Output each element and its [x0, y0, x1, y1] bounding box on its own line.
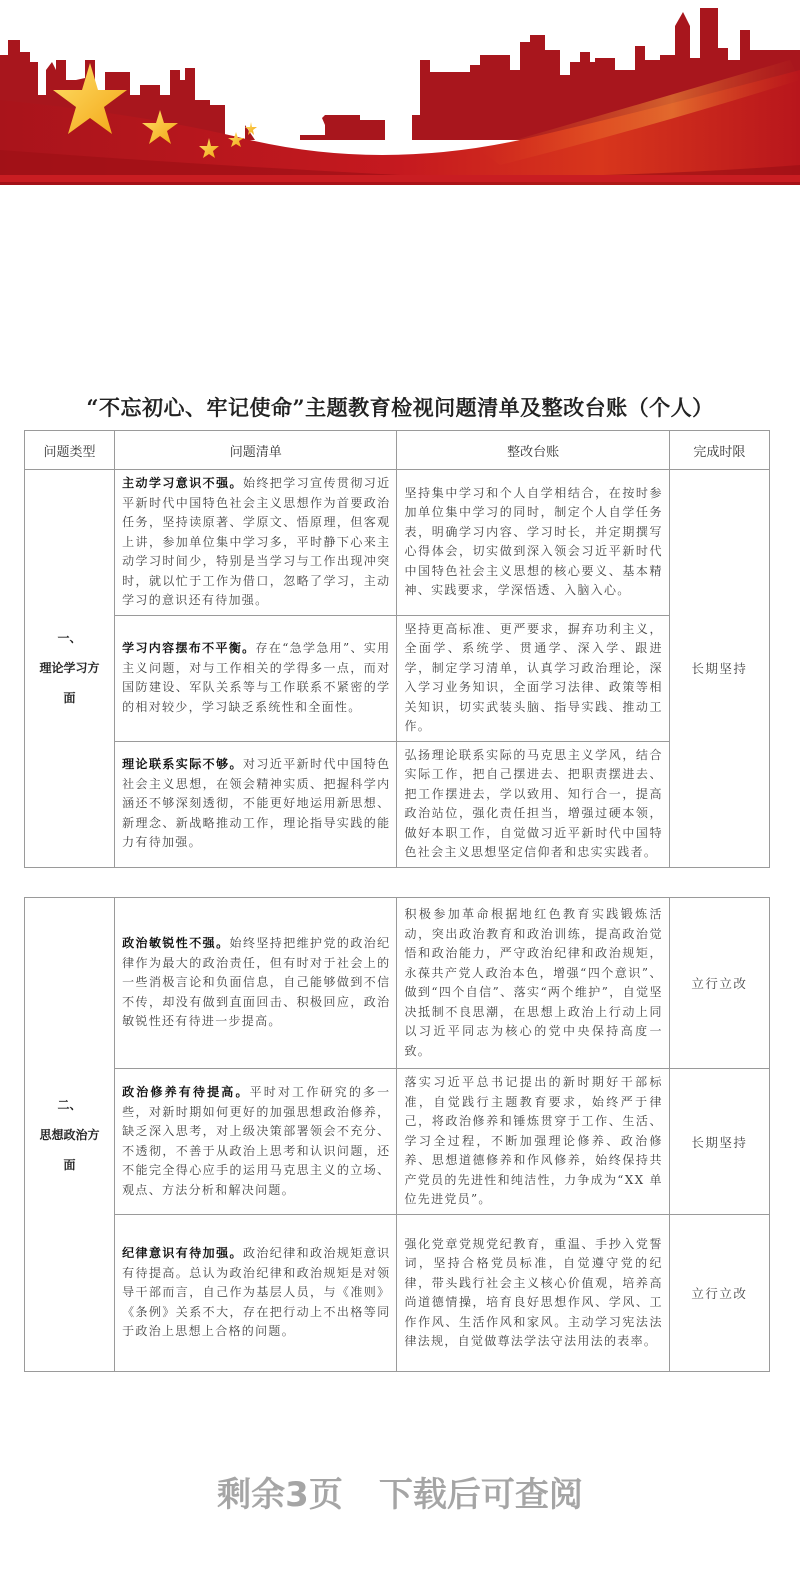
table-row — [25, 615, 770, 741]
download-prompt[interactable] — [0, 1467, 800, 1516]
type-label-cont: 面 — [63, 691, 76, 706]
type-label-cont: 面 — [63, 1157, 76, 1172]
ledger-table-ideological-political — [24, 897, 770, 1372]
rectification-cell: 坚持更高标准、更严要求，摒弃功利主义，全面学、系统学、贯通学、深入学、跟进学，制定学习清单，认真学习政治理论，深入学习业务知识，全面学习法律、政策等相关知识，切实武装头脑、指导实践、推动工作。 — [397, 615, 669, 741]
issue-cell — [115, 1069, 397, 1215]
type-number: 一、 — [57, 631, 82, 646]
header-rectification-ledger: 整改台账 — [397, 431, 669, 470]
table-row — [25, 470, 770, 616]
rectification-cell: 积极参加革命根据地红色教育实践锻炼活动，突出政治教育和政治训练，提高政治觉悟和政治能力，严守政治纪律和政治规矩，永葆共产党人政治本色，增强“四个意识”、做到“四个自信”、落实“两个维护”，自觉坚决抵制不良思潮，在思想上政治上行动上同以习近平同志为核心的党中央保持高度一致。 — [397, 898, 669, 1069]
document-title: “不忘初心、牢记使命”主题教育检视问题清单及整改台账（个人） — [86, 395, 714, 420]
table-row — [25, 741, 770, 867]
rectification-cell: 落实习近平总书记提出的新时期好干部标准，自觉践行主题教育要求，始终严于律己，将政治修养和锤炼贯穿于工作、生活、学习全过程，不断加强理论修养、政治修养、思想道德修养和作风修养，始终保持共产党员的先进性和纯洁性，力争成为“XX 单位先进党员”。 — [397, 1069, 669, 1215]
deadline-cell: 长期坚持 — [669, 470, 769, 868]
rectification-cell: 坚持集中学习和个人自学相结合，在按时参加单位集中学习的同时，制定个人自学任务表，明确学习内容、学习时长，并定期撰写心得体会，切实做到深入领会习近平新时代中国特色社会主义思想的核心要义、基本精神、实践要求，学深悟透、入脑入心。 — [397, 470, 669, 616]
issue-title: 政治敏锐性不强。 — [122, 936, 230, 951]
header-problem-type: 问题类型 — [25, 431, 115, 470]
rectification-cell: 弘扬理论联系实际的马克思主义学风，结合实际工作，把自己摆进去、把职责摆进去、把工作摆进去，学以致用、知行合一，提高政治站位，强化责任担当，增强过硬本领，做好本职工作，自觉做习近平新时代中国特色社会主义思想坚定信仰者和忠实实践者。 — [397, 741, 669, 867]
table-row — [25, 1069, 770, 1215]
header-problem-list: 问题清单 — [115, 431, 397, 470]
header-deadline: 完成时限 — [669, 431, 769, 470]
deadline-cell: 立行立改 — [669, 898, 769, 1069]
type-label: 思想政治方 — [39, 1127, 100, 1142]
issue-title: 学习内容摆布不平衡。 — [122, 641, 256, 655]
deadline-cell: 立行立改 — [669, 1215, 769, 1372]
table-header-row — [25, 431, 770, 470]
table-row — [25, 898, 770, 1069]
issue-text: 对习近平新时代中国特色社会主义思想，在领会精神实质、把握科学内涵还不够深刻透彻，不能更好地运用新思想、新理念、新战略推动工作，理论指导实践的能力有待加强。 — [122, 757, 391, 850]
issue-cell — [115, 741, 397, 867]
header-banner — [0, 0, 800, 185]
table-row — [25, 1215, 770, 1372]
deadline-cell: 长期坚持 — [669, 1069, 769, 1215]
type-number: 二、 — [57, 1097, 82, 1112]
issue-cell — [115, 470, 397, 616]
rectification-cell: 强化党章党规党纪教育，重温、手抄入党誓词，坚持合格党员标准，自觉遵守党的纪律，带头践行社会主义核心价值观，培养高尚道德情操，培育良好思想作风、学风、工作作风、生活作风和家风。主动学习宪法法律法规，自觉做尊法学法守法用法的表率。 — [397, 1215, 669, 1372]
issue-text: 存在“急学急用”、实用主义问题，对与工作相关的学得多一点，而对国防建设、军队关系等与工作联系不紧密的学的相对较少，学习缺乏系统性和全面性。 — [122, 641, 391, 714]
issue-cell — [115, 1215, 397, 1372]
city-skyline-flag-illustration — [0, 0, 800, 185]
problem-type-cell — [25, 898, 115, 1372]
download-to-view-text: 下载后可查阅 — [378, 1475, 583, 1515]
issue-text: 平时对工作研究的多一些，对新时期如何更好的加强思想政治修养，缺乏深入思考，对上级决策部署领会不充分、不透彻，不善于从政治上思考和认识问题，还不能完全得心应手的运用马克思主义的立场、观点、方法分析和解决问题。 — [122, 1085, 391, 1197]
issue-cell — [115, 615, 397, 741]
issue-title: 理论联系实际不够。 — [122, 757, 243, 772]
issue-text: 始终把学习宣传贯彻习近平新时代中国特色社会主义思想作为首要政治任务，坚持读原著、学原文、悟原理，但客观上讲，参加单位集中学习多，平时静下心来主动学习时间少，特别是当学习与工作出现冲突时，就以忙于工作为借口，忽略了学习，主动学习的意识还有待加强。 — [122, 476, 391, 607]
issue-text: 始终坚持把维护党的政治纪律作为最大的政治责任，但有时对于社会上的一些消极言论和负面信息，自己能够做到不信不传，却没有做到直面回击、积极回应，政治敏锐性还有待进一步提高。 — [122, 936, 391, 1029]
type-label: 理论学习方 — [39, 661, 100, 676]
ledger-table-theory-study — [24, 430, 770, 868]
remaining-pages-text: 剩余3页 — [217, 1475, 343, 1515]
issue-title: 政治修养有待提高。 — [122, 1085, 250, 1099]
problem-type-cell — [25, 470, 115, 868]
issue-text: 政治纪律和政治规矩意识有待提高。总认为政治纪律和政治规矩是对领导干部而言，自己作为基层人员，与《准则》《条例》关系不大，存在把行动上不出格等同于政治上思想上合格的问题。 — [122, 1246, 391, 1339]
issue-title: 纪律意识有待加强。 — [122, 1246, 243, 1261]
issue-title: 主动学习意识不强。 — [122, 476, 243, 490]
issue-cell — [115, 898, 397, 1069]
